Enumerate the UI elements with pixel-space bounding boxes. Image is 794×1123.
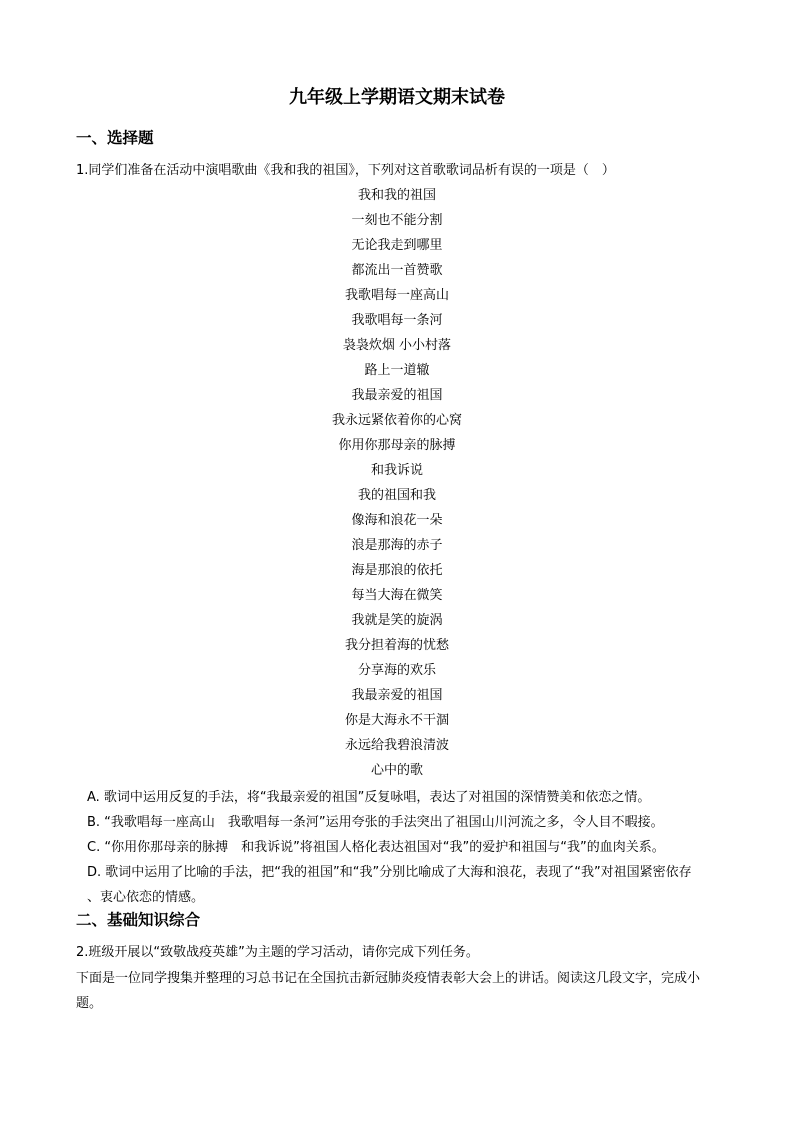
- lyric-line: 每当大海在微笑: [351, 588, 443, 603]
- lyric-line: 心中的歌: [370, 763, 423, 778]
- lyric-line: 我最亲爱的祖国: [351, 688, 443, 703]
- lyric-line: 我的祖国和我: [357, 488, 436, 503]
- lyric-line: 无论我走到哪里: [351, 238, 443, 253]
- lyric-line: 袅袅炊烟 小小村落: [342, 338, 452, 353]
- lyric-line: 你用你那母亲的脉搏: [338, 438, 456, 453]
- lyric-line: 一刻也不能分割: [351, 213, 443, 228]
- lyric-line: 分享海的欢乐: [357, 663, 436, 678]
- lyric-line: 海是那浪的依托: [351, 563, 443, 578]
- option-c[interactable]: [87, 835, 727, 860]
- lyric-line: 我歌唱每一座高山: [344, 288, 449, 303]
- option-b[interactable]: [87, 810, 727, 835]
- question-1-stem: 1.同学们准备在活动中演唱歌曲《我和我的祖国》，下列对这首歌歌词品析有误的一项是（ ）: [76, 163, 615, 178]
- lyrics-block: [0, 186, 794, 786]
- option-c-text: C. “你用你那母亲的脉搏 和我诉说”将祖国人格化表达祖国对“我”的爱护和祖国与“我”的血肉关系。: [87, 840, 665, 855]
- lyric-line: 和我诉说: [370, 463, 423, 478]
- lyric-line: 永远给我碧浪清波: [344, 738, 449, 753]
- lyric-line: 我和我的祖国: [357, 188, 436, 203]
- lyric-line: 都流出一首赞歌: [351, 263, 443, 278]
- lyric-line: 我分担着海的忧愁: [344, 638, 449, 653]
- lyric-line: 我永远紧依着你的心窝: [331, 413, 462, 428]
- lyric-line: 我就是笑的旋涡: [351, 613, 443, 628]
- option-d-text-cont: 、衷心依恋的情感。: [87, 890, 205, 905]
- lyric-line: 路上一道辙: [364, 363, 430, 378]
- page-title: 九年级上学期语文期末试卷: [289, 87, 505, 108]
- lyric-line: 你是大海永不干涸: [344, 713, 449, 728]
- option-d-text: D. 歌词中运用了比喻的手法，把“我的祖国”和“我”分别比喻成了大海和浪花，表现了“我”对祖国紧密依存: [87, 865, 692, 880]
- lyric-line: 像海和浪花一朵: [351, 513, 443, 528]
- lyric-line: 我歌唱每一条河: [351, 313, 443, 328]
- section-heading-basics: 二、基础知识综合: [76, 911, 201, 929]
- question-2-paragraph: 下面是一位同学搜集并整理的习总书记在全国抗击新冠肺炎疫情表彰大会上的讲话。阅读这几段文字，完成小题。: [76, 971, 701, 1011]
- lyric-line: 浪是那海的赤子: [351, 538, 443, 553]
- question-2-stem: 2.班级开展以“致敬战疫英雄”为主题的学习活动，请你完成下列任务。: [76, 945, 479, 960]
- option-a-text: A. 歌词中运用反复的手法，将“我最亲爱的祖国”反复咏唱，表达了对祖国的深情赞美和依恋之情。: [87, 790, 651, 805]
- lyric-line: 我最亲爱的祖国: [351, 388, 443, 403]
- option-a[interactable]: [87, 785, 727, 810]
- answer-options: [87, 785, 727, 910]
- option-b-text: B. “我歌唱每一座高山 我歌唱每一条河”运用夸张的手法突出了祖国山川河流之多，令人目不暇接。: [87, 815, 664, 830]
- section-heading-choice: 一、选择题: [76, 129, 154, 147]
- option-d[interactable]: [87, 860, 727, 910]
